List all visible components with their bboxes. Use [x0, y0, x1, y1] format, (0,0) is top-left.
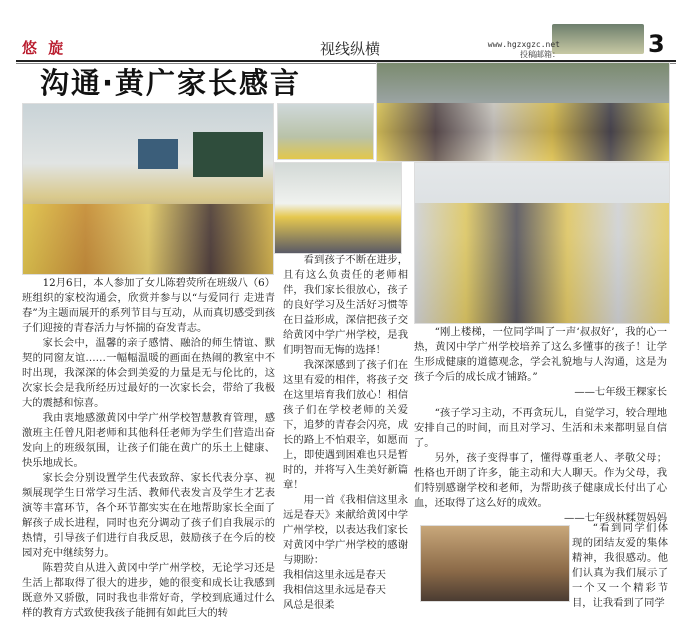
- article-column-2: [283, 253, 408, 613]
- photo-students: [377, 103, 669, 161]
- photo-projector-screen: [138, 139, 178, 169]
- paragraph: 我深深感到了孩子们在这里有爱的相伴，将孩子交在这里培育我们放心！相信孩子们在学校老师的关爱下，追梦的青春会闪亮，成长的路上不怕艰辛，如愿而上，即使遇到困难也只是暂时的，并将写入生美好新篇章！: [283, 359, 408, 491]
- photo-dancers: [415, 203, 669, 323]
- page-header: [0, 0, 690, 62]
- section-title: 视线纵横: [320, 40, 381, 58]
- parents-meeting-photo: [376, 62, 670, 162]
- photo-students: [23, 204, 273, 274]
- paragraph: 看到孩子不断在进步，且有这么负责任的老师相伴，我们家长很放心，孩子的良好学习及生活好习惯等在日益形成，深信把孩子交给黄冈中学广州学校，是我们明智而无悔的选择！: [283, 254, 408, 356]
- header-corner-photo: [552, 24, 644, 54]
- poem-line: 我相信这里永远是春天: [283, 569, 386, 581]
- quote-signature: ——七年级王粿家长: [574, 386, 667, 398]
- website-url: www.hgzxgzc.net: [487, 40, 560, 49]
- quote-signature: ——七年级林糅贺妈妈: [564, 512, 667, 524]
- article-column-3-part-2: [414, 406, 667, 526]
- student-speakers-photo: [274, 162, 402, 254]
- paragraph: 用一首《我相信这里永远是春天》来献给黄冈中学广州学校，以表达我们家长对黄冈中学广州学校的感谢与期盼：: [283, 494, 408, 566]
- newspaper-logo: 悠 旋: [22, 39, 67, 57]
- submission-email: 投稿邮箱：: [520, 50, 560, 59]
- poem-line: 风总是很柔: [283, 599, 335, 611]
- student-dance-photo: [414, 162, 670, 324]
- photo-blackboard: [193, 132, 263, 177]
- article-column-1: [22, 276, 275, 621]
- article-title: 沟通·黄广家长感言: [40, 66, 302, 100]
- parent-quote: “刚上楼梯，一位同学叫了一声‘叔叔好’，我的心一热，黄冈中学广州学校培养了这么多懂事的孩子！让学生形成健康的道德观念，学会礼貌地与人沟通，这是为孩子今后的成长成才铺路。”: [414, 326, 667, 383]
- page-number: 3: [648, 30, 665, 58]
- article-column-3-part-1: [414, 325, 667, 400]
- poem-line: 我相信这里永远是春天: [283, 584, 386, 596]
- parent-quote: “看到同学们体现的团结友爱的集体精神，我很感动。他们认真为我们展示了一个又一个精彩节目，让我看到了同学: [572, 522, 668, 609]
- paragraph: 家长会分别设置学生代表致辞、家长代表分享、视频展现学生日常学习生活、教师代表发言及学生才艺表演等丰富环节，各个环节都实实在在地帮助家长全面了解孩子成长进程，同时也充分调动了孩子们自我展示的热情，引导孩子们进行自我反思，鼓励孩子在今后的校园对充中继续努力。: [22, 472, 275, 559]
- article-column-3-part-3: [572, 521, 668, 611]
- students-standing-photo: [277, 103, 374, 160]
- classroom-performance-photo: [22, 103, 274, 275]
- paragraph: 12月6日，本人参加了女儿陈碧荧所在班级八（6）班组织的家校沟通会，欣赏并参与以“与爱同行 走进青春”为主题而展开的系列节目与互动，从而真切感受到孩子们迎接的青春活力与怀揣的奋发青志。: [22, 277, 275, 334]
- paragraph: 我由衷地感激黄冈中学广州学校智慧教育管理，感激班主任曾凡阳老师和其他科任老师为学生们营造出奋发向上的班级氛围，让孩子们能在黄广的乐土上健康、快乐地成长。: [22, 412, 275, 469]
- paragraph: 陈碧荧自从进入黄冈中学广州学校，无论学习还是生活上都取得了很大的进步，她的很变和成长让我感到既意外又骄傲，同时我也非常好奇，学校到底通过什么样的教育方式致使我孩子能拥有如此巨大的转: [22, 562, 275, 619]
- parent-quote: 另外，孩子变得事了，懂得尊重老人、孝敬父母；性格也开朗了许多，能主动和大人聊天。作为父母，我们特别感谢学校和老师，为帮助孩子健康成长付出了心血，还取得了这么好的成效。: [414, 452, 667, 509]
- parents-and-children-photo: [420, 525, 570, 602]
- parent-quote: “孩子学习主动，不再贪玩儿，自觉学习，较合理地安排自己的时间，而且对学习、生活和未来都明显自信了。: [414, 407, 667, 449]
- paragraph: 家长会中，温馨的亲子感情、融洽的师生情谊、默契的同窗友谊……一幅幅温暖的画面在热闹的教室中不时出现，我深深的体会到美爱的力量是无与伦比的，这次家长会是我所经历过最好的一次家长会，带给了我极大的震撼和惊喜。: [22, 337, 275, 409]
